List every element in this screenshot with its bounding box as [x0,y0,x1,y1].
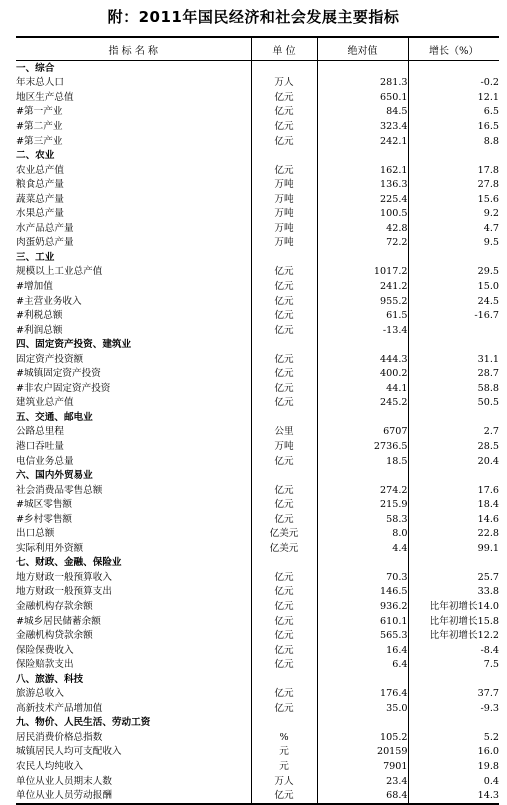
growth-cell: 28.5 [408,439,499,454]
unit-cell: 亿元 [251,366,317,381]
absolute-value-cell: 245.2 [317,396,408,411]
growth-cell: 58.8 [408,381,499,396]
table-row [16,177,499,192]
absolute-value-cell: 105.2 [317,730,408,745]
unit-cell [251,61,317,76]
table-row [16,236,499,251]
table-row [16,76,499,91]
unit-cell: 亿元 [251,105,317,120]
unit-cell: 亿元 [251,599,317,614]
growth-cell: 12.1 [408,90,499,105]
growth-cell: 27.8 [408,177,499,192]
table-row [16,643,499,658]
table-header [16,37,499,61]
table-row [16,628,499,643]
table-row [16,657,499,672]
growth-cell: 17.6 [408,483,499,498]
unit-cell: 亿元 [251,163,317,178]
unit-cell: 亿元 [251,308,317,323]
unit-cell: 万吨 [251,192,317,207]
header-growth: 增长（%） [408,37,499,61]
table-row [16,687,499,702]
table-row [16,206,499,221]
unit-cell: 亿美元 [251,527,317,542]
header-indicator-name: 指 标 名 称 [16,37,251,61]
table-row [16,585,499,600]
absolute-value-cell [317,250,408,265]
growth-cell: 5.2 [408,730,499,745]
unit-cell: 亿元 [251,687,317,702]
indicator-name-cell: 肉蛋奶总产量 [16,237,74,249]
growth-cell [408,410,499,425]
absolute-value-cell: 565.3 [317,628,408,643]
absolute-value-cell: 18.5 [317,454,408,469]
unit-cell: 亿元 [251,381,317,396]
header-row [16,37,499,61]
absolute-value-cell: 61.5 [317,308,408,323]
indicator-name-cell: 水果总产量 [16,208,64,220]
unit-cell: 亿元 [251,483,317,498]
growth-cell: 0.4 [408,774,499,789]
absolute-value-cell: 7901 [317,759,408,774]
table-row [16,454,499,469]
absolute-value-cell: 4.4 [317,541,408,556]
unit-cell: 亿元 [251,454,317,469]
indicator-name-cell: 出口总额 [16,528,55,540]
table-row [16,759,499,774]
growth-cell: 29.5 [408,265,499,280]
table-row [16,192,499,207]
absolute-value-cell: 70.3 [317,570,408,585]
table-row [16,105,499,120]
header-unit: 单 位 [251,37,317,61]
growth-cell [408,716,499,731]
unit-cell: 万吨 [251,206,317,221]
indicator-name-cell: 水产品总产量 [16,222,74,234]
absolute-value-cell: 84.5 [317,105,408,120]
indicator-name-cell: #增加值 [16,280,53,292]
absolute-value-cell: 242.1 [317,134,408,149]
table-row [16,541,499,556]
absolute-value-cell: 146.5 [317,585,408,600]
table-row [16,483,499,498]
unit-cell: 万人 [251,76,317,91]
indicator-name-cell: 单位从业人员期末人数 [16,775,112,787]
indicator-name-cell: 农民人均纯收入 [16,761,84,773]
absolute-value-cell: 8.0 [317,527,408,542]
absolute-value-cell: 42.8 [317,221,408,236]
unit-cell: 亿美元 [251,541,317,556]
table-row [16,265,499,280]
absolute-value-cell [317,337,408,352]
indicator-name-cell: 地方财政一般预算支出 [16,586,112,598]
table-row [16,221,499,236]
growth-cell [408,250,499,265]
unit-cell: 公里 [251,425,317,440]
growth-cell: 4.7 [408,221,499,236]
unit-cell: 亿元 [251,497,317,512]
indicator-name-cell: 规模以上工业总产值 [16,266,103,278]
growth-cell [408,556,499,571]
unit-cell: 亿元 [251,512,317,527]
unit-cell: 亿元 [251,119,317,134]
table-row [16,570,499,585]
growth-cell [408,672,499,687]
absolute-value-cell: 936.2 [317,599,408,614]
growth-cell: 14.3 [408,788,499,804]
growth-cell: -9.3 [408,701,499,716]
unit-cell [251,672,317,687]
absolute-value-cell: 16.4 [317,643,408,658]
unit-cell [251,250,317,265]
indicator-name-cell: 粮食总产量 [16,179,64,191]
section-row [16,716,499,731]
section-row [16,410,499,425]
section-row [16,337,499,352]
indicator-name-cell: 实际利用外资额 [16,542,84,554]
table-row [16,512,499,527]
table-row [16,788,499,804]
absolute-value-cell [317,672,408,687]
absolute-value-cell: 215.9 [317,497,408,512]
absolute-value-cell: 6707 [317,425,408,440]
unit-cell: 亿元 [251,134,317,149]
growth-cell: 7.5 [408,657,499,672]
indicator-name-cell: 居民消费价格总指数 [16,731,103,743]
indicator-name-cell: 地方财政一般预算收入 [16,571,112,583]
absolute-value-cell: -13.4 [317,323,408,338]
unit-cell [251,556,317,571]
absolute-value-cell: 6.4 [317,657,408,672]
table-row [16,90,499,105]
growth-cell: 2.7 [408,425,499,440]
absolute-value-cell [317,148,408,163]
indicator-name-cell: 社会消费品零售总额 [16,484,103,496]
unit-cell: 亿元 [251,90,317,105]
table-row [16,730,499,745]
growth-cell: 22.8 [408,527,499,542]
unit-cell: 亿元 [251,396,317,411]
indicator-name-cell: 旅游总收入 [16,688,64,700]
indicator-name-cell: 六、国内外贸易业 [16,470,93,482]
growth-cell: 50.5 [408,396,499,411]
growth-cell: -8.4 [408,643,499,658]
indicator-name-cell: 固定资产投资额 [16,353,84,365]
table-row [16,774,499,789]
absolute-value-cell: 444.3 [317,352,408,367]
indicator-name-cell: 金融机构贷款余额 [16,630,93,642]
indicator-name-cell: 九、物价、人民生活、劳动工资 [16,717,151,729]
growth-cell: -16.7 [408,308,499,323]
table-row [16,527,499,542]
unit-cell: 亿元 [251,279,317,294]
growth-cell [408,337,499,352]
absolute-value-cell [317,61,408,76]
indicator-name-cell: 电信业务总量 [16,455,74,467]
section-row [16,250,499,265]
indicator-name-cell: #第一产业 [16,106,63,118]
indicator-name-cell: 金融机构存款余额 [16,601,93,612]
indicators-table [16,36,499,805]
table-row [16,119,499,134]
unit-cell: 亿元 [251,265,317,280]
absolute-value-cell: 274.2 [317,483,408,498]
absolute-value-cell: 2736.5 [317,439,408,454]
indicator-name-cell: 保险赔款支出 [16,659,74,671]
table-row [16,614,499,629]
absolute-value-cell: 225.4 [317,192,408,207]
indicator-name-cell: 建筑业总产值 [16,397,74,409]
unit-cell [251,468,317,483]
unit-cell: 万吨 [251,236,317,251]
indicator-name-cell: #第二产业 [16,120,63,132]
header-absolute-value: 绝对值 [317,37,408,61]
page-title: 附：2011年国民经济和社会发展主要指标 [107,8,400,26]
indicator-name-cell: 高新技术产品增加值 [16,702,103,714]
growth-cell [408,61,499,76]
unit-cell: 亿元 [251,628,317,643]
indicator-name-cell: 农业总产值 [16,164,64,176]
unit-cell: 亿元 [251,352,317,367]
unit-cell: 亿元 [251,614,317,629]
absolute-value-cell: 323.4 [317,119,408,134]
indicator-name-cell: #城乡居民储蓄余额 [16,615,101,627]
growth-cell: 8.8 [408,134,499,149]
unit-cell: 元 [251,759,317,774]
table-row [16,425,499,440]
growth-cell: 15.6 [408,192,499,207]
table-row [16,439,499,454]
unit-cell: % [251,730,317,745]
unit-cell: 万吨 [251,439,317,454]
growth-cell: 9.5 [408,236,499,251]
table-row [16,323,499,338]
unit-cell: 万人 [251,774,317,789]
growth-cell: 16.5 [408,119,499,134]
growth-cell: 比年初增长12.2 [408,628,499,643]
growth-cell: 18.4 [408,497,499,512]
table-row [16,599,499,614]
growth-cell: 28.7 [408,366,499,381]
absolute-value-cell: 58.3 [317,512,408,527]
growth-cell: 33.8 [408,585,499,600]
indicator-name-cell: 公路总里程 [16,426,64,438]
table-row [16,497,499,512]
absolute-value-cell: 100.5 [317,206,408,221]
indicator-name-cell: 单位从业人员劳动报酬 [16,788,251,804]
indicator-name-cell: #非农户固定资产投资 [16,382,111,394]
growth-cell: 6.5 [408,105,499,120]
growth-cell [408,468,499,483]
indicator-name-cell: 蔬菜总产量 [16,193,64,205]
section-row [16,148,499,163]
absolute-value-cell [317,468,408,483]
table-row [16,352,499,367]
table-row [16,308,499,323]
growth-cell: 31.1 [408,352,499,367]
indicator-name-cell: 三、工业 [16,251,55,263]
unit-cell: 亿元 [251,585,317,600]
indicator-name-cell: 城镇居民人均可支配收入 [16,746,122,758]
indicator-name-cell: 一、综合 [16,62,55,74]
growth-cell [408,148,499,163]
table-row [16,366,499,381]
absolute-value-cell: 281.3 [317,76,408,91]
unit-cell: 亿元 [251,643,317,658]
indicator-name-cell: 港口吞吐量 [16,440,64,452]
indicator-name-cell: 四、固定资产投资、建筑业 [16,339,132,351]
absolute-value-cell: 176.4 [317,687,408,702]
indicator-name-cell: #第三产业 [16,135,63,147]
indicator-name-cell: 保险保费收入 [16,644,74,656]
unit-cell [251,410,317,425]
unit-cell: 亿元 [251,323,317,338]
growth-cell: 17.8 [408,163,499,178]
absolute-value-cell: 23.4 [317,774,408,789]
table-row [16,294,499,309]
table-row [16,381,499,396]
indicator-name-cell: #利税总额 [16,310,63,322]
absolute-value-cell: 955.2 [317,294,408,309]
absolute-value-cell: 610.1 [317,614,408,629]
unit-cell: 亿元 [251,701,317,716]
indicator-name-cell: 七、财政、金融、保险业 [16,557,122,569]
table-row [16,745,499,760]
growth-cell: 比年初增长14.0 [408,599,499,614]
indicator-name-cell: 五、交通、邮电业 [16,411,93,423]
growth-cell: -0.2 [408,76,499,91]
absolute-value-cell [317,556,408,571]
absolute-value-cell: 35.0 [317,701,408,716]
section-row [16,61,499,76]
absolute-value-cell: 20159 [317,745,408,760]
unit-cell: 元 [251,745,317,760]
indicator-name-cell: #主营业务收入 [16,295,82,307]
absolute-value-cell: 44.1 [317,381,408,396]
growth-cell: 16.0 [408,745,499,760]
growth-cell: 37.7 [408,687,499,702]
absolute-value-cell: 136.3 [317,177,408,192]
unit-cell: 亿元 [251,570,317,585]
table-row [16,134,499,149]
section-row [16,468,499,483]
indicator-name-cell: #城镇固定资产投资 [16,368,101,380]
section-row [16,556,499,571]
table-row [16,701,499,716]
growth-cell: 9.2 [408,206,499,221]
growth-cell: 25.7 [408,570,499,585]
unit-cell [251,337,317,352]
indicator-name-cell: 八、旅游、科技 [16,673,84,685]
unit-cell: 亿元 [251,657,317,672]
indicator-name-cell: #乡村零售额 [16,513,73,525]
unit-cell: 万吨 [251,221,317,236]
absolute-value-cell: 72.2 [317,236,408,251]
growth-cell: 19.8 [408,759,499,774]
table-body [16,61,499,804]
section-row [16,672,499,687]
growth-cell: 15.0 [408,279,499,294]
growth-cell: 24.5 [408,294,499,309]
unit-cell: 万吨 [251,177,317,192]
growth-cell [408,323,499,338]
table-row [16,396,499,411]
absolute-value-cell: 650.1 [317,90,408,105]
absolute-value-cell: 1017.2 [317,265,408,280]
indicator-name-cell: 地区生产总值 [16,91,74,103]
table-row [16,163,499,178]
table-row [16,279,499,294]
growth-cell: 20.4 [408,454,499,469]
unit-cell [251,148,317,163]
absolute-value-cell: 241.2 [317,279,408,294]
growth-cell: 14.6 [408,512,499,527]
absolute-value-cell [317,410,408,425]
unit-cell: 亿元 [251,788,317,804]
absolute-value-cell: 162.1 [317,163,408,178]
indicator-name-cell: 二、农业 [16,150,55,162]
unit-cell [251,716,317,731]
indicator-name-cell: #城区零售额 [16,499,73,511]
indicator-name-cell: #利润总额 [16,324,63,336]
growth-cell: 比年初增长15.8 [408,614,499,629]
absolute-value-cell: 68.4 [317,788,408,804]
absolute-value-cell [317,716,408,731]
absolute-value-cell: 400.2 [317,366,408,381]
unit-cell: 亿元 [251,294,317,309]
indicator-name-cell: 年末总人口 [16,77,64,89]
growth-cell: 99.1 [408,541,499,556]
